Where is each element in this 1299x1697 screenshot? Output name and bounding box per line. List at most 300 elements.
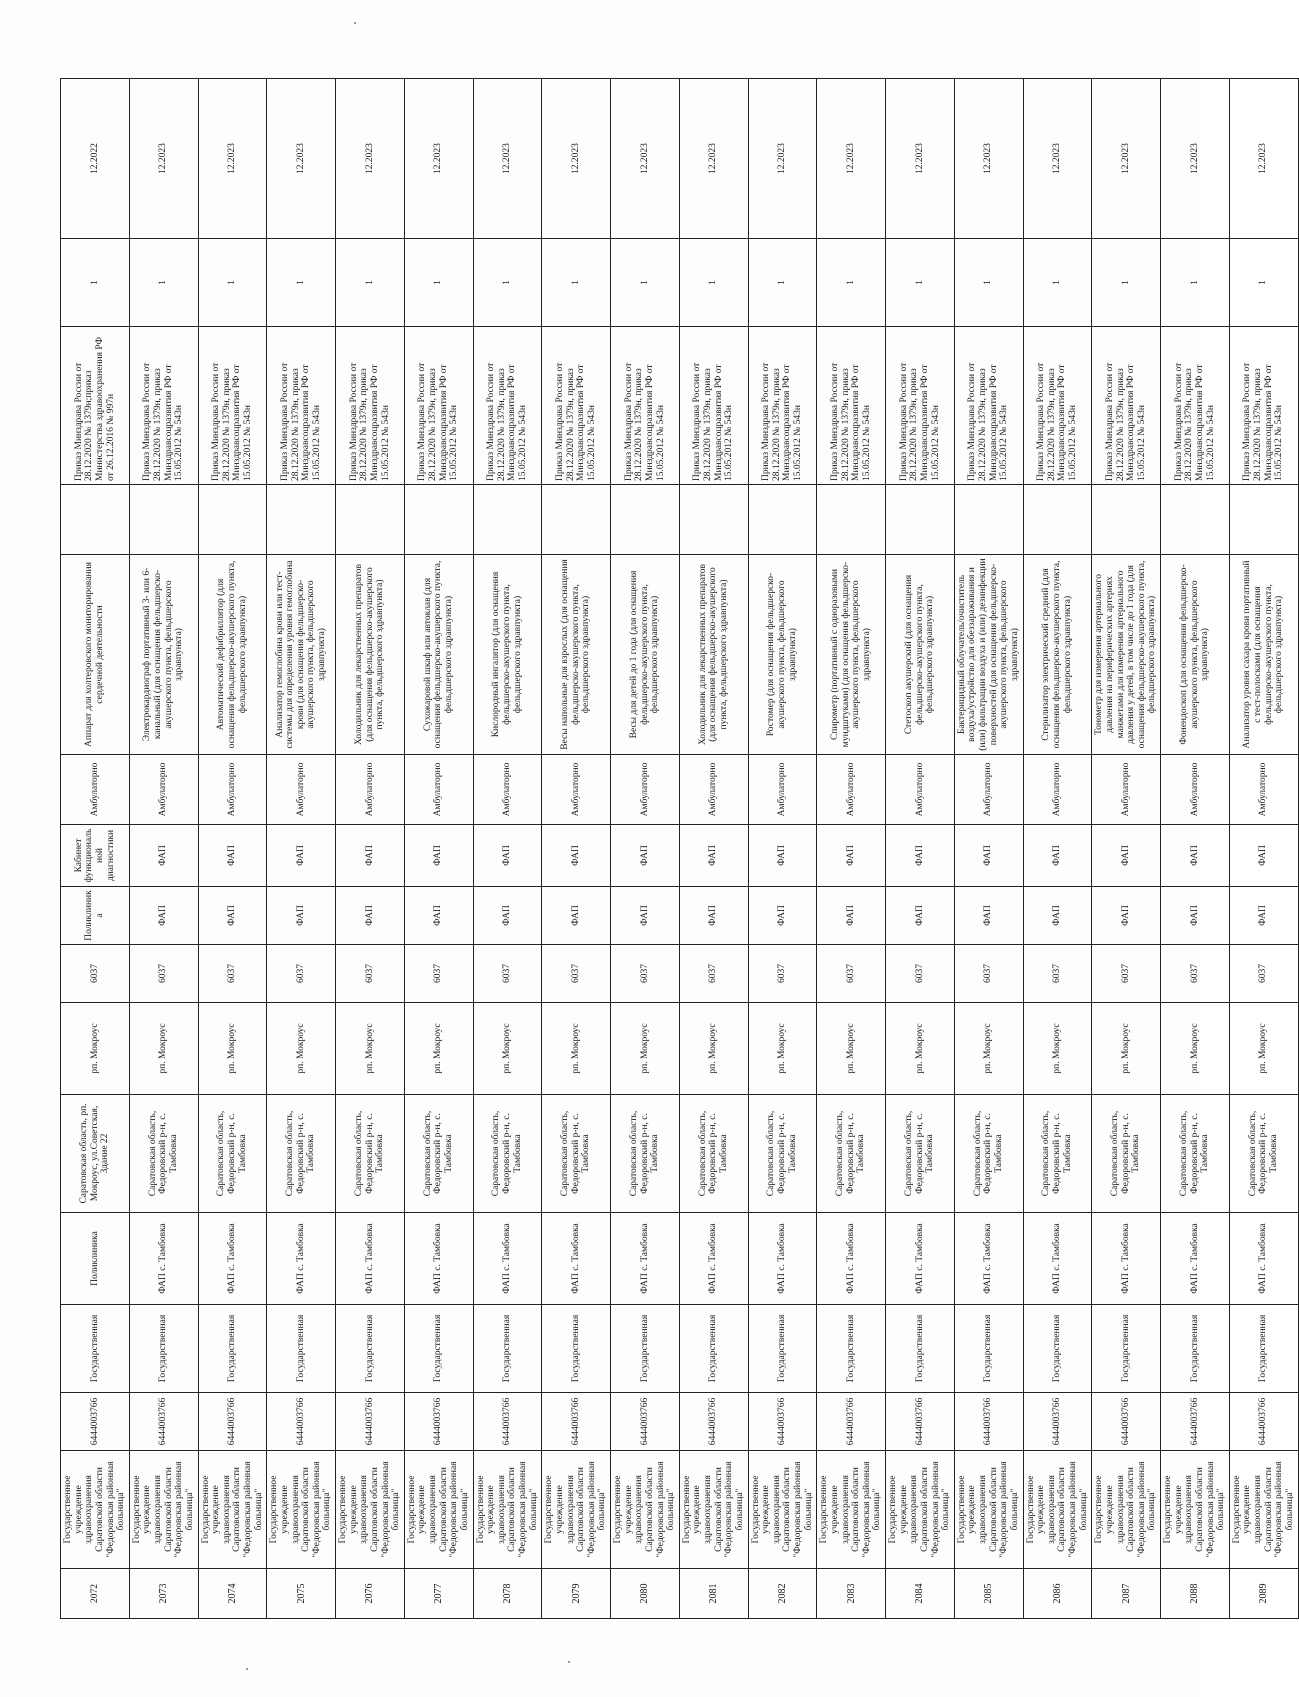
organization-cell: Государственное учреждение здравоохранения Саратовской области "Федоровская районная больница"	[954, 1451, 1023, 1569]
table-row	[1092, 79, 1161, 1619]
empty-cell	[748, 485, 817, 555]
order-cell: Приказ Минздрава России от 28.12.2020 № 1379н, приказ Минздравсоцразвития РФ от 15.05.2012 № 543н	[542, 327, 611, 485]
locality-cell: рп. Мокроус	[267, 1003, 336, 1095]
quantity-cell: 1	[679, 239, 748, 327]
ownership-cell: Государственная	[198, 1305, 267, 1393]
organization-cell: Государственное учреждение здравоохранения Саратовской области "Федоровская районная больница"	[1229, 1451, 1298, 1569]
order-cell: Приказ Минздрава России от 28.12.2020 № 1379н, приказ Минздравсоцразвития РФ от 15.05.2012 № 543н	[1161, 327, 1230, 485]
code-cell: 6037	[1092, 945, 1161, 1003]
inn-cell: 6444003766	[817, 1393, 886, 1451]
room-cell: ФАП	[748, 825, 817, 887]
table-row	[1161, 79, 1230, 1619]
row-number: 2073	[129, 1569, 198, 1619]
row-number: 2083	[817, 1569, 886, 1619]
unit-cell: ФАП с. Тамбовка	[404, 1213, 473, 1305]
order-cell: Приказ Минздрава России от 28.12.2020 № 1379н, приказ Минздравсоцразвития РФ от 15.05.2012 № 543н	[748, 327, 817, 485]
locality-cell: рп. Мокроус	[1229, 1003, 1298, 1095]
row-number: 2080	[611, 1569, 680, 1619]
care-type-cell: Амбулаторно	[129, 755, 198, 825]
order-cell: Приказ Минздрава России от 28.12.2020 № 1379н, приказ Минздравсоцразвития РФ от 15.05.2012 № 543н	[954, 327, 1023, 485]
order-cell: Приказ Минздрава России от 28.12.2020 № 1379н, приказ Минздравсоцразвития РФ от 15.05.2012 № 543н	[129, 327, 198, 485]
date-cell: 12.2023	[473, 79, 542, 239]
room-cell: ФАП	[886, 825, 955, 887]
equipment-cell: Бактерицидный облучатель/очиститель воздуха/устройство для обеззараживания и (или) фильтрации воздуха и (или) дезинфекции поверхностей (для оснащения фельдшерско-акушерского пункта, фельдшерского здравпункта)	[954, 555, 1023, 755]
equipment-cell: Ростомер (для оснащения фельдшерско-акушерского пункта, фельдшерского здравпункта)	[748, 555, 817, 755]
quantity-cell: 1	[129, 239, 198, 327]
equipment-cell: Весы напольные для взрослых (для оснащения фельдшерско-акушерского пункта, фельдшерского здравпункта)	[542, 555, 611, 755]
quantity-cell: 1	[61, 239, 130, 327]
table-row	[129, 79, 198, 1619]
table-row	[267, 79, 336, 1619]
department-cell: ФАП	[1092, 887, 1161, 945]
locality-cell: рп. Мокроус	[748, 1003, 817, 1095]
inn-cell: 6444003766	[542, 1393, 611, 1451]
department-cell: ФАП	[954, 887, 1023, 945]
equipment-cell: Фонендоскоп (для оснащения фельдшерско-акушерского пункта, фельдшерского здравпункта)	[1161, 555, 1230, 755]
code-cell: 6037	[748, 945, 817, 1003]
date-cell: 12.2022	[61, 79, 130, 239]
date-cell: 12.2023	[748, 79, 817, 239]
date-cell: 12.2023	[1023, 79, 1092, 239]
unit-cell: ФАП с. Тамбовка	[679, 1213, 748, 1305]
care-type-cell: Амбулаторно	[267, 755, 336, 825]
quantity-cell: 1	[336, 239, 405, 327]
ownership-cell: Государственная	[129, 1305, 198, 1393]
organization-cell: Государственное учреждение здравоохранения Саратовской области "Федоровская районная больница"	[748, 1451, 817, 1569]
address-cell: Саратовская область, Федоровский р-н, с. Тамбовка	[404, 1095, 473, 1213]
row-number: 2081	[679, 1569, 748, 1619]
row-number: 2086	[1023, 1569, 1092, 1619]
room-cell: ФАП	[1229, 825, 1298, 887]
locality-cell: рп. Мокроус	[886, 1003, 955, 1095]
table-row	[1023, 79, 1092, 1619]
scan-dot	[354, 22, 356, 24]
organization-cell: Государственное учреждение здравоохранения Саратовской области "Федоровская районная больница"	[542, 1451, 611, 1569]
care-type-cell: Амбулаторно	[679, 755, 748, 825]
room-cell: ФАП	[1161, 825, 1230, 887]
department-cell: ФАП	[1161, 887, 1230, 945]
address-cell: Саратовская область, Федоровский р-н, с. Тамбовка	[886, 1095, 955, 1213]
quantity-cell: 1	[748, 239, 817, 327]
table-row	[1229, 79, 1298, 1619]
unit-cell: ФАП с. Тамбовка	[817, 1213, 886, 1305]
address-cell: Саратовская область, Федоровский р-н, с. Тамбовка	[748, 1095, 817, 1213]
room-cell: ФАП	[817, 825, 886, 887]
care-type-cell: Амбулаторно	[817, 755, 886, 825]
date-cell: 12.2023	[336, 79, 405, 239]
organization-cell: Государственное учреждение здравоохранения Саратовской области "Федоровская районная больница"	[473, 1451, 542, 1569]
department-cell: ФАП	[404, 887, 473, 945]
unit-cell: ФАП с. Тамбовка	[1023, 1213, 1092, 1305]
date-cell: 12.2023	[679, 79, 748, 239]
department-cell: ФАП	[473, 887, 542, 945]
date-cell: 12.2023	[954, 79, 1023, 239]
code-cell: 6037	[129, 945, 198, 1003]
date-cell: 12.2023	[542, 79, 611, 239]
locality-cell: рп. Мокроус	[1161, 1003, 1230, 1095]
row-number: 2076	[336, 1569, 405, 1619]
inn-cell: 6444003766	[473, 1393, 542, 1451]
inn-cell: 6444003766	[129, 1393, 198, 1451]
organization-cell: Государственное учреждение здравоохранения Саратовской области "Федоровская районная больница"	[198, 1451, 267, 1569]
ownership-cell: Государственная	[1161, 1305, 1230, 1393]
organization-cell: Государственное учреждение здравоохранения Саратовской области "Федоровская районная больница"	[1023, 1451, 1092, 1569]
row-number: 2084	[886, 1569, 955, 1619]
address-cell: Саратовская область, Федоровский р-н, с. Тамбовка	[1092, 1095, 1161, 1213]
empty-cell	[473, 485, 542, 555]
inn-cell: 6444003766	[1092, 1393, 1161, 1451]
ownership-cell: Государственная	[1092, 1305, 1161, 1393]
table-row	[404, 79, 473, 1619]
equipment-cell: Анализатор уровня сахара крови портативный с тест-полосками (для оснащения фельдшерско-акушерского пункта, фельдшерского здравпункта)	[1229, 555, 1298, 755]
quantity-cell: 1	[954, 239, 1023, 327]
inn-cell: 6444003766	[886, 1393, 955, 1451]
empty-cell	[817, 485, 886, 555]
unit-cell: ФАП с. Тамбовка	[473, 1213, 542, 1305]
department-cell: ФАП	[817, 887, 886, 945]
unit-cell: ФАП с. Тамбовка	[1161, 1213, 1230, 1305]
quantity-cell: 1	[886, 239, 955, 327]
quantity-cell: 1	[542, 239, 611, 327]
row-number: 2078	[473, 1569, 542, 1619]
date-cell: 12.2023	[817, 79, 886, 239]
equipment-cell: Стерилизатор электрический средний (для оснащения фельдшерско-акушерского пункта, фельдшерского здравпункта)	[1023, 555, 1092, 755]
table-row	[542, 79, 611, 1619]
address-cell: Саратовская область, Федоровский р-н, с. Тамбовка	[542, 1095, 611, 1213]
equipment-cell: Сухожаровой шкаф или автоклав (для оснащения фельдшерско-акушерского пункта, фельдшерского здравпункта)	[404, 555, 473, 755]
row-number: 2087	[1092, 1569, 1161, 1619]
table-row	[679, 79, 748, 1619]
date-cell: 12.2023	[129, 79, 198, 239]
order-cell: Приказ Минздрава России от 28.12.2020 № 1379н, приказ Минздравсоцразвития РФ от 15.05.2012 № 543н	[611, 327, 680, 485]
locality-cell: рп. Мокроус	[129, 1003, 198, 1095]
code-cell: 6037	[267, 945, 336, 1003]
empty-cell	[542, 485, 611, 555]
locality-cell: рп. Мокроус	[1092, 1003, 1161, 1095]
quantity-cell: 1	[611, 239, 680, 327]
room-cell: Кабинет функциональной диагностики	[61, 825, 130, 887]
organization-cell: Государственное учреждение здравоохранения Саратовской области "Федоровская районная больница"	[404, 1451, 473, 1569]
order-cell: Приказ Минздрава России от 28.12.2020 № 1379н, приказ Минздравсоцразвития РФ от 15.05.2012 № 543н	[1229, 327, 1298, 485]
locality-cell: рп. Мокроус	[954, 1003, 1023, 1095]
empty-cell	[886, 485, 955, 555]
unit-cell: ФАП с. Тамбовка	[748, 1213, 817, 1305]
row-number: 2074	[198, 1569, 267, 1619]
room-cell: ФАП	[473, 825, 542, 887]
inn-cell: 6444003766	[336, 1393, 405, 1451]
unit-cell: ФАП с. Тамбовка	[1092, 1213, 1161, 1305]
address-cell: Саратовская область, Федоровский р-н, с. Тамбовка	[129, 1095, 198, 1213]
order-cell: Приказ Минздрава России от 28.12.2020 № 1379н, приказ Минздравсоцразвития РФ от 15.05.2012 № 543н	[404, 327, 473, 485]
rotated-sheet	[60, 79, 1295, 1619]
inn-cell: 6444003766	[954, 1393, 1023, 1451]
ownership-cell: Государственная	[336, 1305, 405, 1393]
scan-dot	[568, 1661, 570, 1663]
equipment-cell: Кислородный ингалятор (для оснащения фельдшерско-акушерского пункта, фельдшерского здравпункта)	[473, 555, 542, 755]
unit-cell: ФАП с. Тамбовка	[611, 1213, 680, 1305]
date-cell: 12.2023	[611, 79, 680, 239]
unit-cell: Поликлиника	[61, 1213, 130, 1305]
unit-cell: ФАП с. Тамбовка	[198, 1213, 267, 1305]
inn-cell: 6444003766	[611, 1393, 680, 1451]
ownership-cell: Государственная	[886, 1305, 955, 1393]
code-cell: 6037	[542, 945, 611, 1003]
locality-cell: рп. Мокроус	[679, 1003, 748, 1095]
care-type-cell: Амбулаторно	[748, 755, 817, 825]
care-type-cell: Амбулаторно	[886, 755, 955, 825]
empty-cell	[611, 485, 680, 555]
order-cell: Приказ Минздрава России от 28.12.2020 № 1379н, приказ Минздравсоцразвития РФ от 15.05.2012 № 543н	[473, 327, 542, 485]
code-cell: 6037	[611, 945, 680, 1003]
code-cell: 6037	[679, 945, 748, 1003]
locality-cell: рп. Мокроус	[542, 1003, 611, 1095]
quantity-cell: 1	[1161, 239, 1230, 327]
empty-cell	[1023, 485, 1092, 555]
inn-cell: 6444003766	[1229, 1393, 1298, 1451]
organization-cell: Государственное учреждение здравоохранения Саратовской области "Федоровская районная больница"	[1092, 1451, 1161, 1569]
locality-cell: рп. Мокроус	[473, 1003, 542, 1095]
date-cell: 12.2023	[198, 79, 267, 239]
unit-cell: ФАП с. Тамбовка	[542, 1213, 611, 1305]
empty-cell	[679, 485, 748, 555]
ownership-cell: Государственная	[542, 1305, 611, 1393]
code-cell: 6037	[473, 945, 542, 1003]
order-cell: Приказ Минздрава России от 28.12.2020 № 1379н, приказ Минздравсоцразвития РФ от 15.05.2012 № 543н	[679, 327, 748, 485]
table-row	[886, 79, 955, 1619]
address-cell: Саратовская область, Федоровский р-н, с. Тамбовка	[954, 1095, 1023, 1213]
empty-cell	[267, 485, 336, 555]
department-cell: ФАП	[129, 887, 198, 945]
ownership-cell: Государственная	[473, 1305, 542, 1393]
address-cell: Саратовская область, Федоровский р-н, с. Тамбовка	[679, 1095, 748, 1213]
equipment-cell: Спирометр (портативный с одноразовыми мундштуками) (для оснащения фельдшерско-акушерского пункта, фельдшерского здравпункта)	[817, 555, 886, 755]
ownership-cell: Государственная	[1229, 1305, 1298, 1393]
quantity-cell: 1	[267, 239, 336, 327]
inn-cell: 6444003766	[679, 1393, 748, 1451]
empty-cell	[1161, 485, 1230, 555]
code-cell: 6037	[61, 945, 130, 1003]
organization-cell: Государственное учреждение здравоохранения Саратовской области "Федоровская районная больница"	[679, 1451, 748, 1569]
inn-cell: 6444003766	[404, 1393, 473, 1451]
address-cell: Саратовская область, Федоровский р-н, с. Тамбовка	[611, 1095, 680, 1213]
unit-cell: ФАП с. Тамбовка	[336, 1213, 405, 1305]
address-cell: Саратовская область, Федоровский р-н, с. Тамбовка	[817, 1095, 886, 1213]
department-cell: ФАП	[1229, 887, 1298, 945]
table-row	[817, 79, 886, 1619]
order-cell: Приказ Минздрава России от 28.12.2020 № 1379н, приказ Минздравсоцразвития РФ от 15.05.2012 № 543н	[1023, 327, 1092, 485]
code-cell: 6037	[198, 945, 267, 1003]
order-cell: Приказ Минздрава России от 28.12.2020 № 1379н, приказ Минздравсоцразвития РФ от 15.05.2012 № 543н	[198, 327, 267, 485]
care-type-cell: Амбулаторно	[611, 755, 680, 825]
room-cell: ФАП	[679, 825, 748, 887]
equipment-cell: Электрокардиограф портативный 3- или 6-канальный (для оснащения фельдшерско-акушерского пункта, фельдшерского здравпункта)	[129, 555, 198, 755]
quantity-cell: 1	[1023, 239, 1092, 327]
address-cell: Саратовская область, Федоровский р-н, с. Тамбовка	[267, 1095, 336, 1213]
room-cell: ФАП	[611, 825, 680, 887]
organization-cell: Государственное учреждение здравоохранения Саратовской области "Федоровская районная больница"	[61, 1451, 130, 1569]
equipment-cell: Анализатор гемоглобина крови или тест-системы для определения уровня гемоглобина крови (для оснащения фельдшерско-акушерского пункта, фельдшерского здравпункта)	[267, 555, 336, 755]
code-cell: 6037	[1161, 945, 1230, 1003]
ownership-cell: Государственная	[611, 1305, 680, 1393]
address-cell: Саратовская область, Федоровский р-н, с. Тамбовка	[1161, 1095, 1230, 1213]
room-cell: ФАП	[404, 825, 473, 887]
unit-cell: ФАП с. Тамбовка	[1229, 1213, 1298, 1305]
date-cell: 12.2023	[1092, 79, 1161, 239]
locality-cell: рп. Мокроус	[404, 1003, 473, 1095]
date-cell: 12.2023	[1229, 79, 1298, 239]
care-type-cell: Амбулаторно	[1161, 755, 1230, 825]
equipment-cell: Весы для детей до 1 года (для оснащения фельдшерско-акушерского пункта, фельдшерского здравпункта)	[611, 555, 680, 755]
room-cell: ФАП	[267, 825, 336, 887]
code-cell: 6037	[336, 945, 405, 1003]
department-cell: ФАП	[198, 887, 267, 945]
inn-cell: 6444003766	[61, 1393, 130, 1451]
table-row	[748, 79, 817, 1619]
row-number: 2089	[1229, 1569, 1298, 1619]
quantity-cell: 1	[817, 239, 886, 327]
department-cell: ФАП	[336, 887, 405, 945]
empty-cell	[404, 485, 473, 555]
ownership-cell: Государственная	[267, 1305, 336, 1393]
empty-cell	[198, 485, 267, 555]
equipment-cell: Автоматический дефибриллятор (для оснащения фельдшерско-акушерского пункта, фельдшерского здравпункта)	[198, 555, 267, 755]
address-cell: Саратовская область, Федоровский р-н, с. Тамбовка	[473, 1095, 542, 1213]
address-cell: Саратовская область, Федоровский р-н, с. Тамбовка	[1023, 1095, 1092, 1213]
organization-cell: Государственное учреждение здравоохранения Саратовской области "Федоровская районная больница"	[611, 1451, 680, 1569]
code-cell: 6037	[1023, 945, 1092, 1003]
department-cell: ФАП	[542, 887, 611, 945]
order-cell: Приказ Минздрава России от 28.12.2020 № 1379н, приказ Минздравсоцразвития РФ от 15.05.2012 № 543н	[267, 327, 336, 485]
locality-cell: рп. Мокроус	[198, 1003, 267, 1095]
unit-cell: ФАП с. Тамбовка	[267, 1213, 336, 1305]
table-row	[473, 79, 542, 1619]
inn-cell: 6444003766	[267, 1393, 336, 1451]
code-cell: 6037	[886, 945, 955, 1003]
department-cell: ФАП	[267, 887, 336, 945]
address-cell: Саратовская область, рп. Мокроус, ул.Советская, Здание 22	[61, 1095, 130, 1213]
unit-cell: ФАП с. Тамбовка	[886, 1213, 955, 1305]
code-cell: 6037	[954, 945, 1023, 1003]
inn-cell: 6444003766	[1161, 1393, 1230, 1451]
care-type-cell: Амбулаторно	[1023, 755, 1092, 825]
date-cell: 12.2023	[404, 79, 473, 239]
code-cell: 6037	[817, 945, 886, 1003]
department-cell: ФАП	[679, 887, 748, 945]
room-cell: ФАП	[129, 825, 198, 887]
locality-cell: рп. Мокроус	[61, 1003, 130, 1095]
equipment-cell: Тонометр для измерения артериального давления на периферических артериях манжетами для измерения артериального давления у детей, в том числе до 1 года (для оснащения фельдшерско-акушерского пункта, фельдшерского здравпункта)	[1092, 555, 1161, 755]
empty-cell	[61, 485, 130, 555]
empty-cell	[336, 485, 405, 555]
unit-cell: ФАП с. Тамбовка	[954, 1213, 1023, 1305]
code-cell: 6037	[1229, 945, 1298, 1003]
table-row	[61, 79, 130, 1619]
department-cell: ФАП	[748, 887, 817, 945]
room-cell: ФАП	[336, 825, 405, 887]
care-type-cell: Амбулаторно	[542, 755, 611, 825]
organization-cell: Государственное учреждение здравоохранения Саратовской области "Федоровская районная больница"	[336, 1451, 405, 1569]
care-type-cell: Амбулаторно	[1229, 755, 1298, 825]
row-number: 2085	[954, 1569, 1023, 1619]
ownership-cell: Государственная	[61, 1305, 130, 1393]
quantity-cell: 1	[404, 239, 473, 327]
care-type-cell: Амбулаторно	[404, 755, 473, 825]
empty-cell	[1229, 485, 1298, 555]
equipment-cell: Холодильник для лекарственных препаратов (для оснащения фельдшерско-акушерского пункта, фельдшерского здравпункта)	[336, 555, 405, 755]
order-cell: Приказ Минздрава России от 28.12.2020 № 1379н;приказ Министерства здравоохранения РФ от 26.12.2016 № 997н	[61, 327, 130, 485]
department-cell: ФАП	[1023, 887, 1092, 945]
equipment-register-table	[60, 78, 1299, 1619]
care-type-cell: Амбулаторно	[336, 755, 405, 825]
locality-cell: рп. Мокроус	[611, 1003, 680, 1095]
inn-cell: 6444003766	[748, 1393, 817, 1451]
table-row	[954, 79, 1023, 1619]
order-cell: Приказ Минздрава России от 28.12.2020 № 1379н, приказ Минздравсоцразвития РФ от 15.05.2012 № 543н	[817, 327, 886, 485]
quantity-cell: 1	[473, 239, 542, 327]
care-type-cell: Амбулаторно	[198, 755, 267, 825]
row-number: 2088	[1161, 1569, 1230, 1619]
order-cell: Приказ Минздрава России от 28.12.2020 № 1379н, приказ Минздравсоцразвития РФ от 15.05.2012 № 543н	[336, 327, 405, 485]
row-number: 2075	[267, 1569, 336, 1619]
organization-cell: Государственное учреждение здравоохранения Саратовской области "Федоровская районная больница"	[129, 1451, 198, 1569]
ownership-cell: Государственная	[1023, 1305, 1092, 1393]
equipment-cell: Аппарат для холтеровского мониторирования сердечной деятельности	[61, 555, 130, 755]
department-cell: ФАП	[886, 887, 955, 945]
room-cell: ФАП	[1023, 825, 1092, 887]
scan-dot	[246, 1668, 248, 1670]
table-row	[611, 79, 680, 1619]
care-type-cell: Амбулаторно	[954, 755, 1023, 825]
room-cell: ФАП	[1092, 825, 1161, 887]
inn-cell: 6444003766	[1023, 1393, 1092, 1451]
quantity-cell: 1	[1229, 239, 1298, 327]
room-cell: ФАП	[954, 825, 1023, 887]
row-number: 2079	[542, 1569, 611, 1619]
care-type-cell: Амбулаторно	[1092, 755, 1161, 825]
row-number: 2072	[61, 1569, 130, 1619]
quantity-cell: 1	[1092, 239, 1161, 327]
equipment-cell: Холодильник для лекарственных препаратов (для оснащения фельдшерско-акушерского пункта, фельдшерского здравпункта)	[679, 555, 748, 755]
care-type-cell: Амбулаторно	[61, 755, 130, 825]
locality-cell: рп. Мокроус	[1023, 1003, 1092, 1095]
organization-cell: Государственное учреждение здравоохранения Саратовской области "Федоровская районная больница"	[886, 1451, 955, 1569]
locality-cell: рп. Мокроус	[817, 1003, 886, 1095]
ownership-cell: Государственная	[404, 1305, 473, 1393]
ownership-cell: Государственная	[817, 1305, 886, 1393]
table-row	[336, 79, 405, 1619]
address-cell: Саратовская область, Федоровский р-н, с. Тамбовка	[1229, 1095, 1298, 1213]
ownership-cell: Государственная	[679, 1305, 748, 1393]
ownership-cell: Государственная	[748, 1305, 817, 1393]
equipment-cell: Стетоскоп акушерский (для оснащения фельдшерско-акушерского пункта, фельдшерского здравпункта)	[886, 555, 955, 755]
quantity-cell: 1	[198, 239, 267, 327]
room-cell: ФАП	[198, 825, 267, 887]
empty-cell	[129, 485, 198, 555]
table-row	[198, 79, 267, 1619]
department-cell: Поликлиника	[61, 887, 130, 945]
empty-cell	[1092, 485, 1161, 555]
care-type-cell: Амбулаторно	[473, 755, 542, 825]
ownership-cell: Государственная	[954, 1305, 1023, 1393]
locality-cell: рп. Мокроус	[336, 1003, 405, 1095]
empty-cell	[954, 485, 1023, 555]
address-cell: Саратовская область, Федоровский р-н, с. Тамбовка	[198, 1095, 267, 1213]
date-cell: 12.2023	[886, 79, 955, 239]
unit-cell: ФАП с. Тамбовка	[129, 1213, 198, 1305]
organization-cell: Государственное учреждение здравоохранения Саратовской области "Федоровская районная больница"	[1161, 1451, 1230, 1569]
order-cell: Приказ Минздрава России от 28.12.2020 № 1379н, приказ Минздравсоцразвития РФ от 15.05.2012 № 543н	[1092, 327, 1161, 485]
department-cell: ФАП	[611, 887, 680, 945]
